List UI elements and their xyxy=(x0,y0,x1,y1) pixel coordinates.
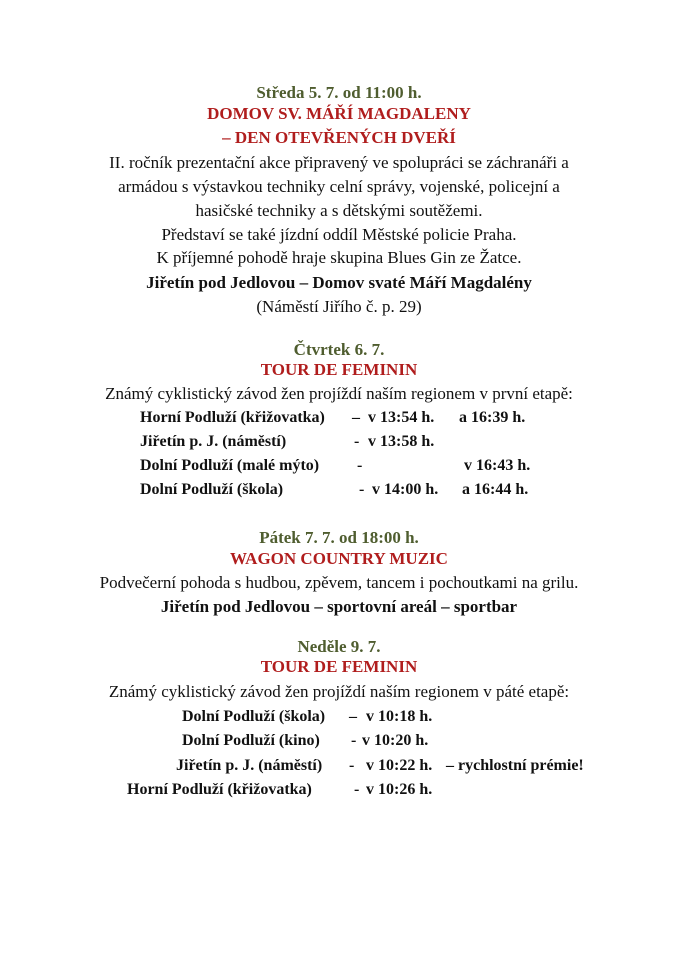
schedule-row xyxy=(0,432,678,452)
schedule-separator: - xyxy=(359,481,365,498)
event2-intro: Známý cyklistický závod žen projíždí naším regionem v první etapě: xyxy=(105,384,573,403)
event1-address: (Náměstí Jiřího č. p. 29) xyxy=(256,297,422,316)
event1-description-line: II. ročník prezentační akce připravený ve spolupráci se záchranáři a xyxy=(109,153,569,172)
event1-description-line: K příjemné pohodě hraje skupina Blues Gin ze Žatce. xyxy=(156,248,522,267)
schedule-time-second: a 16:39 h. xyxy=(459,409,526,426)
schedule-time: v 10:20 h. xyxy=(362,732,429,749)
schedule-place: Dolní Podluží (malé mýto) xyxy=(140,457,320,474)
event3-title: WAGON COUNTRY MUZIC xyxy=(230,549,448,568)
schedule-separator: – xyxy=(352,409,360,426)
event2-day: Čtvrtek 6. 7. xyxy=(293,340,385,359)
event4-title: TOUR DE FEMININ xyxy=(260,657,418,676)
event4-intro: Známý cyklistický závod žen projíždí naším regionem v páté etapě: xyxy=(108,682,570,701)
schedule-row xyxy=(0,731,678,751)
event1-description-line: hasičské techniky a s dětskými soutěžemi. xyxy=(195,201,483,220)
event1-description-line: armádou s výstavkou techniky celní správy, vojenské, policejní a xyxy=(118,177,560,196)
event2-title: TOUR DE FEMININ xyxy=(260,360,418,379)
schedule-note: – rychlostní prémie! xyxy=(446,757,584,774)
schedule-place: Horní Podluží (křižovatka) xyxy=(140,409,325,426)
event3-description: Podvečerní pohoda s hudbou, zpěvem, tancem i pochoutkami na grilu. xyxy=(99,573,579,592)
schedule-time: v 10:22 h. xyxy=(366,757,433,774)
schedule-time: v 10:26 h. xyxy=(366,781,433,798)
schedule-place: Dolní Podluží (kino) xyxy=(182,732,320,749)
schedule-row xyxy=(0,456,678,476)
schedule-place: Jiřetín p. J. (náměstí) xyxy=(176,757,323,774)
schedule-place: Jiřetín p. J. (náměstí) xyxy=(140,433,287,450)
schedule-place: Horní Podluží (křižovatka) xyxy=(127,781,312,798)
event3-location: Jiřetín pod Jedlovou – sportovní areál – sportbar xyxy=(160,597,518,616)
schedule-separator: - xyxy=(357,457,363,474)
event1-location: Jiřetín pod Jedlovou – Domov svaté Máří Magdalény xyxy=(146,273,532,292)
event1-title-line2: – DEN OTEVŘENÝCH DVEŘÍ xyxy=(222,128,456,147)
schedule-separator: - xyxy=(349,757,355,774)
schedule-row xyxy=(0,780,678,800)
schedule-time: v 13:54 h. xyxy=(368,409,435,426)
schedule-separator: - xyxy=(351,732,357,749)
schedule-row xyxy=(0,408,678,428)
schedule-row xyxy=(0,707,678,727)
schedule-time: v 13:58 h. xyxy=(368,433,435,450)
event1-description-line: Představí se také jízdní oddíl Městské policie Praha. xyxy=(161,225,517,244)
schedule-time-second: v 16:43 h. xyxy=(464,457,531,474)
schedule-separator: - xyxy=(354,781,360,798)
schedule-time: v 10:18 h. xyxy=(366,708,433,725)
schedule-time-second: a 16:44 h. xyxy=(462,481,529,498)
schedule-place: Dolní Podluží (škola) xyxy=(140,481,284,498)
schedule-separator: – xyxy=(349,708,357,725)
schedule-place: Dolní Podluží (škola) xyxy=(182,708,326,725)
event4-day: Neděle 9. 7. xyxy=(297,637,381,656)
schedule-row xyxy=(0,480,678,500)
event3-day: Pátek 7. 7. od 18:00 h. xyxy=(259,528,419,547)
schedule-row xyxy=(0,756,678,776)
event1-day: Středa 5. 7. od 11:00 h. xyxy=(256,83,422,102)
schedule-separator: - xyxy=(354,433,360,450)
schedule-time: v 14:00 h. xyxy=(372,481,439,498)
event1-title-line1: DOMOV SV. MÁŘÍ MAGDALENY xyxy=(207,104,471,123)
